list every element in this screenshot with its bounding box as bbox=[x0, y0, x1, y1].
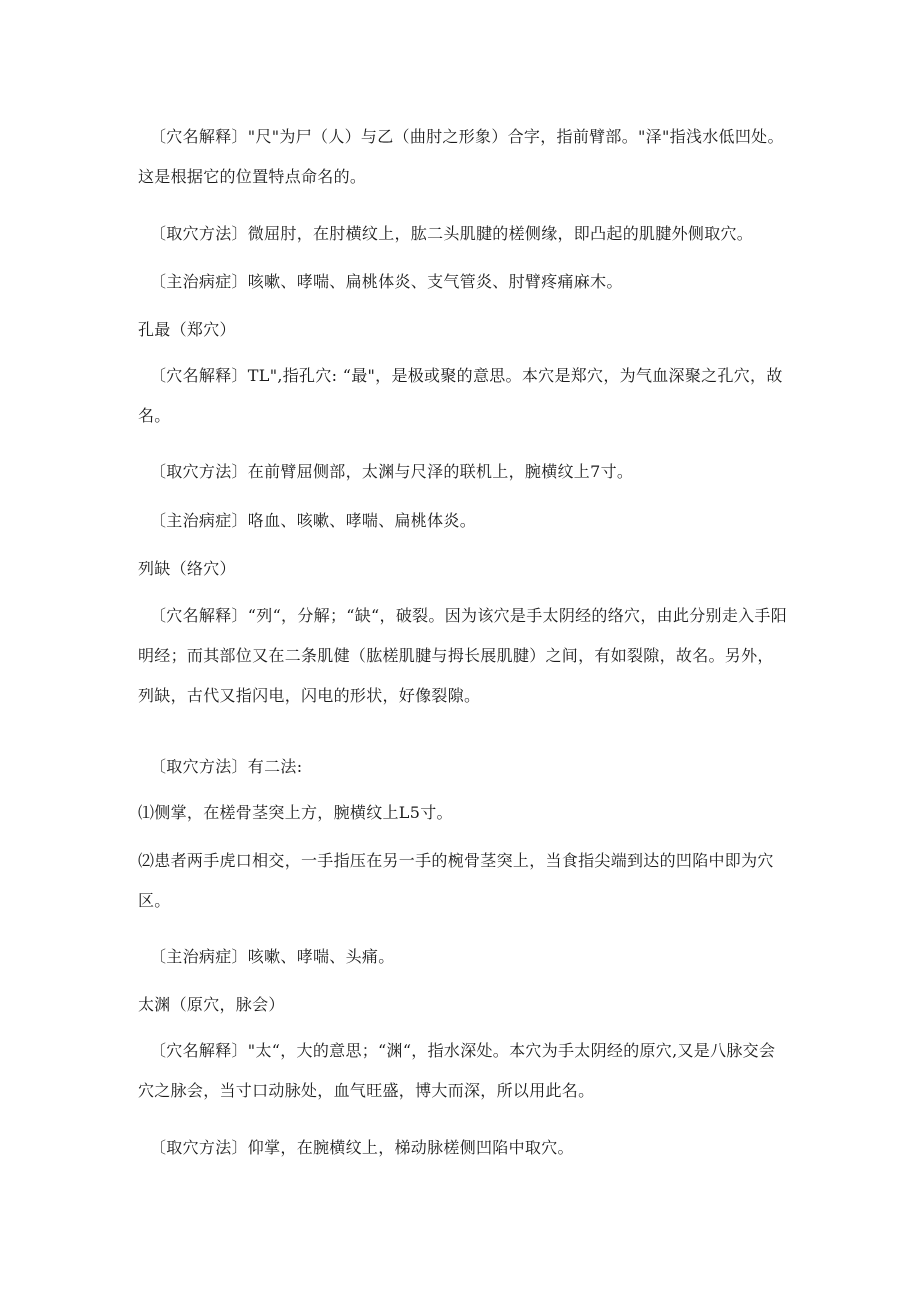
chize-name-explanation: 〔穴名解释〕"尺"为尸（人）与乙（曲肘之形象）合字，指前臂部。"泽"指浅水低凹处。这是根据它的位置特点命名的。 bbox=[138, 127, 784, 186]
kongzui-location-method: 〔取穴方法〕在前臂屈侧部，太渊与尺泽的联机上，腕横纹上7寸。 bbox=[150, 462, 634, 481]
kongzui-heading: 孔最（郑穴） bbox=[138, 320, 236, 339]
taiyuan-name-explanation: 〔穴名解释〕"太“，大的意思；“渊“，指水深处。本穴为手太阴经的原穴,又是八脉交会穴之脉会，当寸口动脉处，血气旺盛，博大而深，所以用此名。 bbox=[138, 1041, 776, 1100]
lieque-indications: 〔主治病症〕咳嗽、哮喘、头痛。 bbox=[150, 947, 395, 966]
kongzui-name-explanation: 〔穴名解释〕TL",指孔穴: “最"，是极或聚的意思。本穴是郑穴，为气血深聚之孔穴，故名。 bbox=[138, 366, 783, 425]
kongzui-indications: 〔主治病症〕咯血、咳嗽、哮喘、扁桃体炎。 bbox=[150, 511, 477, 530]
lieque-method-2: ⑵患者两手虎口相交，一手指压在另一手的椀骨茎突上，当食指尖端到达的凹陷中即为穴区。 bbox=[138, 851, 774, 910]
lieque-location-intro: 〔取穴方法〕有二法: bbox=[150, 757, 303, 776]
lieque-method-1: ⑴侧掌，在槎骨茎突上方，腕横纹上L5寸。 bbox=[138, 803, 453, 822]
chize-location-method: 〔取穴方法〕微屈肘，在肘横纹上，肱二头肌腱的槎侧缘，即凸起的肌腱外侧取穴。 bbox=[150, 224, 754, 243]
lieque-name-explanation: 〔穴名解释〕“列“，分解；“缺“，破裂。因为该穴是手太阴经的络穴，由此分别走入手阳明经；而其部位又在二条肌健（肱槎肌腱与拇长展肌腱）之间，有如裂隙，故名。另外，列缺，古代又指闪电，闪电的形状，好像裂隙。 bbox=[138, 606, 788, 705]
taiyuan-location-method: 〔取穴方法〕仰掌，在腕横纹上，梯动脉槎侧凹陷中取穴。 bbox=[150, 1138, 574, 1157]
lieque-heading: 列缺（络穴） bbox=[138, 559, 236, 578]
chize-indications: 〔主治病症〕咳嗽、哮喘、扁桃体炎、支气管炎、肘臂疼痛麻木。 bbox=[150, 272, 623, 291]
taiyuan-heading: 太渊（原穴，脉会） bbox=[138, 995, 285, 1014]
